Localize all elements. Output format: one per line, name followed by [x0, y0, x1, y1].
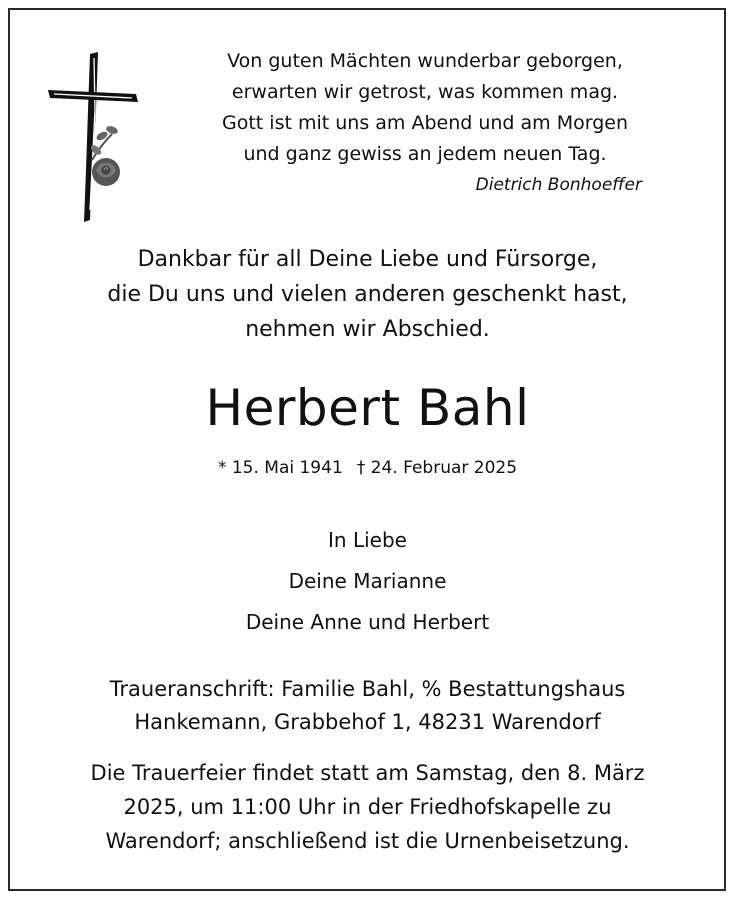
funeral-service-info	[0, 756, 735, 858]
death-date: † 24. Februar 2025	[356, 458, 518, 478]
mourning-address	[0, 673, 735, 739]
life-dates	[0, 455, 735, 481]
service-line: Die Trauerfeier findet statt am Samstag, den 8. März	[90, 761, 645, 785]
family-signature	[0, 520, 735, 643]
family-line: In Liebe	[328, 528, 407, 552]
deceased-name: Herbert Bahl	[205, 379, 530, 437]
intro-text	[0, 242, 735, 347]
poem-line: Gott ist mit uns am Abend und am Morgen	[222, 112, 628, 134]
intro-line: die Du uns und vielen anderen geschenkt hast,	[107, 282, 628, 307]
address-line: Hankemann, Grabbehof 1, 48231 Warendorf	[134, 710, 601, 734]
poem-line: erwarten wir getrost, was kommen mag.	[231, 81, 619, 103]
poem-quote	[175, 46, 675, 170]
poem-line: und ganz gewiss an jedem neuen Tag.	[243, 143, 607, 165]
cross-with-rose-icon	[46, 50, 146, 230]
poem-author: Dietrich Bonhoeffer	[475, 175, 642, 195]
intro-line: nehmen wir Abschied.	[245, 317, 490, 342]
birth-date: * 15. Mai 1941	[217, 458, 343, 478]
address-line: Traueranschrift: Familie Bahl, % Bestattungshaus	[109, 677, 626, 701]
service-line: Warendorf; anschließend ist die Urnenbeisetzung.	[105, 829, 630, 853]
family-line: Deine Marianne	[288, 569, 447, 593]
poem-line: Von guten Mächten wunderbar geborgen,	[227, 50, 623, 72]
family-line: Deine Anne und Herbert	[245, 610, 490, 634]
service-line: 2025, um 11:00 Uhr in der Friedhofskapelle zu	[123, 795, 612, 819]
intro-line: Dankbar für all Deine Liebe und Fürsorge,	[137, 247, 598, 272]
